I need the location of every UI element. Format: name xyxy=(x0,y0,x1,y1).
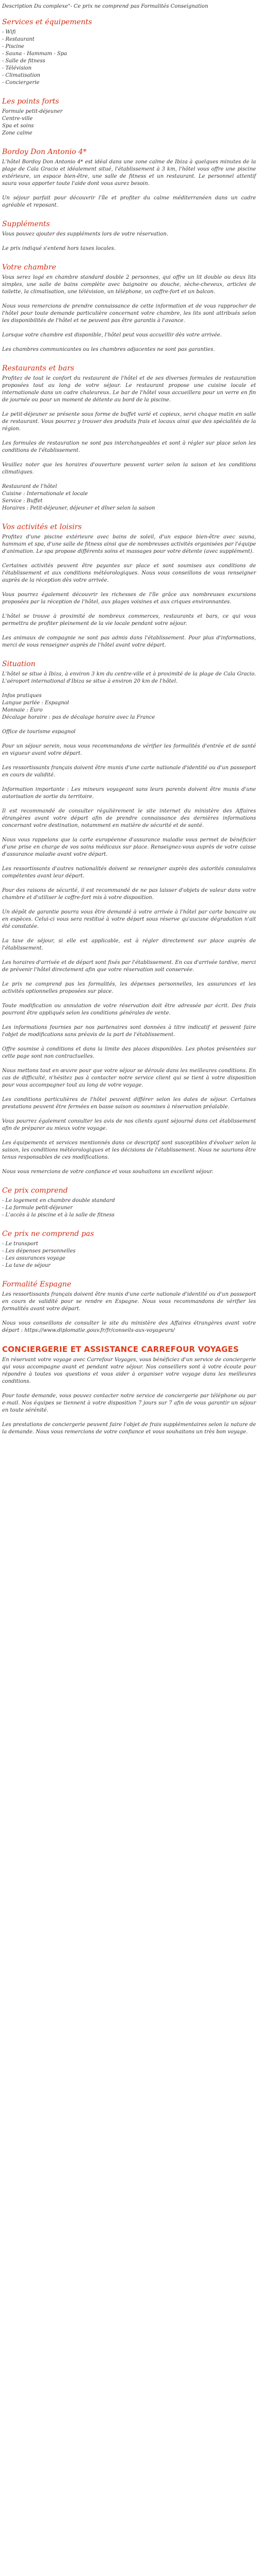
restaurants-paragraph: Profitez de tout le confort du restaurant de l'hôtel et de ses diverses formules de restauration proposées tout au long de votre séjour. Le restaurant propose une cuisine locale et internationale dans un cadre chaleureux. Le bar de l'hôtel vous accueillera pour un verre en fin de journée ou pour un moment de détente au bord de la piscine. xyxy=(2,376,256,403)
prix-comprend-list xyxy=(2,1197,256,1219)
list-item: - Télévision xyxy=(2,65,32,71)
intro-text: Description Du complexe"- Ce prix ne comprend pas Formalités Conseignation xyxy=(2,4,208,9)
situation-paragraph: L'hôtel se situe à Ibiza, à environ 3 km du centre-ville et à proximité de la plage de Cala Gracio. L'aéroport international d'Ibiza se situe à environ 20 km de l'hôtel. xyxy=(2,671,256,684)
conciergerie-paragraph: Pour toute demande, vous pouvez contacter notre service de conciergerie par téléphone ou par e-mail. Nos équipes se tiennent à votre disposition 7 jours sur 7 afin de vous garantir un séjour en toute sérénité. xyxy=(2,1393,256,1413)
prix-comprend-heading: Ce prix comprend xyxy=(2,1187,68,1195)
conditions-paragraph: Nous mettons tout en œuvre pour que votre séjour se déroule dans les meilleures conditions. En cas de difficulté, n'hésitez pas à contacter notre service client qui se tient à votre disposition pour vous accompagner tout au long de votre voyage. xyxy=(2,1068,256,1088)
list-item: Formule petit-déjeuner xyxy=(2,109,63,114)
conciergerie-paragraph: Les prestations de conciergerie peuvent faire l'objet de frais supplémentaires selon la nature de la demande. Nous vous remercions de votre confiance et vous souhaitons un très bon voyage. xyxy=(2,1422,256,1435)
situation-paragraph: Un dépôt de garantie pourra vous être demandé à votre arrivée à l'hôtel par carte bancaire ou en espèces. Celui-ci vous sera restitué à votre départ sous réserve qu'aucune dégradation n'ait été constatée. xyxy=(2,909,256,929)
chambre-paragraph: Vous serez logé en chambre standard double 2 personnes, qui offre un lit double ou deux lits simples, une salle de bains complète avec baignoire ou douche, sèche-cheveux, articles de toilette, la climatisation, une télévision, un téléphone, un coffre-fort et un balcon. xyxy=(2,275,256,295)
situation-paragraph: Pour des raisons de sécurité, il est recommandé de ne pas laisser d'objets de valeur dans votre chambre et d'utiliser le coffre-fort mis à votre disposition. xyxy=(2,888,256,901)
prix-ne-comprend-list xyxy=(2,1241,256,1269)
list-item: Service : Buffet xyxy=(2,498,43,504)
restaurant-detail-title: Restaurant de l'hôtel xyxy=(2,484,57,489)
formalite-paragraph: Les ressortissants français doivent être munis d'une carte nationale d'identité ou d'un passeport en cours de validité pour se rendre en Espagne. Nous vous recommandons de vérifier les formalités avant votre départ. xyxy=(2,1292,256,1312)
conditions-paragraph: Vous pourrez également consulter les avis de nos clients ayant séjourné dans cet établissement afin de préparer au mieux votre voyage. xyxy=(2,1118,256,1131)
restaurants-paragraph: Le petit-déjeuner se présente sous forme de buffet varié et copieux, servi chaque matin en salle de restaurant. Vous pourrez y trouver des produits frais et locaux ainsi que des spécialités de la région. xyxy=(2,412,256,432)
list-item: Centre-ville xyxy=(2,116,33,122)
situation-paragraph: La taxe de séjour, si elle est applicable, est à régler directement sur place auprès de l'établissement. xyxy=(2,938,256,951)
conditions-paragraph: Offre soumise à conditions et dans la limite des places disponibles. Les photos présentées sur cette page sont non contractuelles. xyxy=(2,1046,256,1059)
formalite-heading: Formalité Espagne xyxy=(2,1280,71,1289)
conciergerie-heading: CONCIERGERIE ET ASSISTANCE CARREFOUR VOYAGES xyxy=(2,1345,239,1354)
situation-paragraph: Les ressortissants d'autres nationalités doivent se renseigner auprès des autorités consulaires compétentes avant leur départ. xyxy=(2,866,256,879)
points-forts-heading: Les points forts xyxy=(2,97,59,106)
prix-ne-comprend-heading: Ce prix ne comprend pas xyxy=(2,1230,94,1238)
activites-paragraph: Vous pourrez également découvrir les richesses de l'île grâce aux nombreuses excursions proposées par la réception de l'hôtel, aux plages voisines et aux criques environnantes. xyxy=(2,592,256,605)
activites-heading: Vos activités et loisirs xyxy=(2,523,82,531)
chambre-heading: Votre chambre xyxy=(2,263,56,272)
list-item: - Sauna - Hammam - Spa xyxy=(2,51,67,57)
restaurants-paragraph: Veuillez noter que les horaires d'ouverture peuvent varier selon la saison et les conditions climatiques. xyxy=(2,462,256,475)
conditions-paragraph: Les équipements et services mentionnés dans ce descriptif sont susceptibles d'évoluer selon la saison, les conditions météorologiques et les décisions de l'établissement. Nous ne saurions être tenus responsables de ces modifications. xyxy=(2,1140,256,1160)
restaurants-paragraph: Les formules de restauration ne sont pas interchangeables et sont à régler sur place selon les conditions de l'établissement. xyxy=(2,440,256,453)
list-item: - L'accès à la piscine et à la salle de fitness xyxy=(2,1212,115,1218)
list-item: - La taxe de séjour xyxy=(2,1263,51,1268)
chambre-paragraph: Nous vous remercions de prendre connaissance de cette information et de vous rapprocher de l'hôtel pour toute demande particulière concernant votre chambre, les lits sont attribués selon les disponibilités de l'hôtel et ne peuvent pas être garantis à l'avance. xyxy=(2,303,256,324)
list-item: - Restaurant xyxy=(2,37,35,42)
situation-paragraph: Il est recommandé de consulter régulièrement le site internet du ministère des Affaires étrangères avant votre départ afin de prendre connaissance des dernières informations concernant votre destination, notamment en matière de sécurité et de santé. xyxy=(2,808,256,828)
list-item: - Les dépenses personnelles xyxy=(2,1248,76,1254)
list-item: - Salle de fitness xyxy=(2,58,45,64)
activites-paragraph: Les animaux de compagnie ne sont pas admis dans l'établissement. Pour plus d'informations, merci de vous renseigner auprès de l'hôtel avant votre départ. xyxy=(2,635,256,648)
restaurants-heading: Restaurants et bars xyxy=(2,364,74,372)
supplements-heading: Suppléments xyxy=(2,220,50,228)
hotel-heading: Bordoy Don Antonio 4* xyxy=(2,148,87,156)
chambre-paragraph: Lorsque votre chambre est disponible, l'hôtel peut vous accueillir dès votre arrivée. xyxy=(2,332,222,338)
situation-paragraph: Pour un séjour serein, nous vous recommandons de vérifier les formalités d'entrée et de santé en vigueur avant votre départ. xyxy=(2,743,256,756)
situation-paragraph: Les ressortissants français doivent être munis d'une carte nationale d'identité ou d'un passeport en cours de validité. xyxy=(2,765,256,778)
list-item: - Wifi xyxy=(2,29,16,35)
list-item: - Conciergerie xyxy=(2,80,40,86)
list-item: Zone calme xyxy=(2,130,33,136)
services-list xyxy=(2,29,256,87)
conditions-paragraph: Les conditions particulières de l'hôtel peuvent différer selon les dates de séjour. Certaines prestations peuvent être fermées en basse saison ou soumises à réservation préalable. xyxy=(2,1097,256,1110)
situation-paragraph: Information importante : Les mineurs voyageant sans leurs parents doivent être munis d'une autorisation de sortie du territoire. xyxy=(2,787,256,800)
restaurant-detail-list xyxy=(2,490,256,512)
hotel-paragraph: L'hôtel Bordoy Don Antonio 4* est idéal dans une zone calme de Ibiza à quelques minutes de la plage de Cala Gracio et idéalement situé, l'établissement à 3 km, l'hôtel vous offre une piscine extérieure, un espace bien-être, une salle de fitness et un restaurant. Le personnel attentif saura vous apporter toute l'aide dont vous aurez besoin. xyxy=(2,159,256,187)
supplements-paragraph: Le prix indiqué s'entend hors taxes locales. xyxy=(2,246,116,251)
list-item: Langue parlée : Espagnol xyxy=(2,700,69,706)
formalite-paragraph: Nous vous conseillons de consulter le site du ministère des Affaires étrangères avant votre départ : https://www.diplomatie.gouv.fr/fr/conseils-aux-voyageurs/ xyxy=(2,1320,256,1333)
list-item: - La formule petit-déjeuner xyxy=(2,1205,73,1211)
conditions-paragraph: Le prix ne comprend pas les formalités, les dépenses personnelles, les assurances et les activités optionnelles proposées sur place. xyxy=(2,981,256,994)
office-tourisme: Office de tourisme espagnol xyxy=(2,729,76,735)
list-item: - Piscine xyxy=(2,44,24,49)
points-forts-list xyxy=(2,108,256,137)
infos-pratiques-list xyxy=(2,700,256,721)
conditions-paragraph: Les informations fournies par nos partenaires sont données à titre indicatif et peuvent faire l'objet de modifications sans préavis de la part de l'établissement. xyxy=(2,1025,256,1038)
services-heading: Services et équipements xyxy=(2,18,92,26)
conditions-paragraph: Toute modification ou annulation de votre réservation doit être adressée par écrit. Des frais pourront être appliqués selon les conditions générales de vente. xyxy=(2,1003,256,1016)
list-item: - Les assurances voyage xyxy=(2,1256,66,1261)
list-item: - Le logement en chambre double standard xyxy=(2,1198,115,1204)
list-item: Monnaie : Euro xyxy=(2,707,43,713)
list-item: Horaires : Petit-déjeuner, déjeuner et dîner selon la saison xyxy=(2,505,155,511)
infos-pratiques-title: Infos pratiques xyxy=(2,693,42,699)
conditions-paragraph: Nous vous remercions de votre confiance et vous souhaitons un excellent séjour. xyxy=(2,1169,214,1175)
activites-paragraph: Certaines activités peuvent être payantes sur place et sont soumises aux conditions de l'établissement et aux conditions météorologiques. Nous vous conseillons de vous renseigner auprès de la réception dès votre arrivée. xyxy=(2,563,256,583)
conditions-paragraph: Les horaires d'arrivée et de départ sont fixés par l'établissement. En cas d'arrivée tardive, merci de prévenir l'hôtel directement afin que votre réservation soit conservée. xyxy=(2,960,256,973)
list-item: - Climatisation xyxy=(2,73,41,78)
activites-paragraph: L'hôtel se trouve à proximité de nombreux commerces, restaurants et bars, ce qui vous permettra de profiter pleinement de la vie locale pendant votre séjour. xyxy=(2,614,256,626)
list-item: Spa et soins xyxy=(2,123,34,129)
list-item: - Le transport xyxy=(2,1241,38,1247)
conciergerie-paragraph: En réservant votre voyage avec Carrefour Voyages, vous bénéficiez d'un service de conciergerie qui vous accompagne avant et pendant votre séjour. Nos conseillers sont à votre écoute pour répondre à toutes vos questions et vous aider à organiser votre voyage dans les meilleures conditions. xyxy=(2,1357,256,1384)
list-item: Cuisine : Internationale et locale xyxy=(2,491,88,497)
situation-heading: Situation xyxy=(2,660,36,668)
activites-paragraph: Profitez d'une piscine extérieure avec bains de soleil, d'un espace bien-être avec sauna, hammam et spa, d'une salle de fitness ainsi que de nombreuses activités organisées par l'équipe d'animation. Le spa propose différents soins et massages pour votre détente (avec supplément). xyxy=(2,534,256,554)
list-item: Décalage horaire : pas de décalage horaire avec la France xyxy=(2,715,155,720)
chambre-paragraph: Les chambres communicantes ou les chambres adjacentes ne sont pas garanties. xyxy=(2,347,215,352)
supplements-paragraph: Vous pouvez ajouter des suppléments lors de votre réservation. xyxy=(2,231,169,237)
situation-paragraph: Nous vous rappelons que la carte européenne d'assurance maladie vous permet de bénéficier d'une prise en charge de vos soins médicaux sur place. Renseignez-vous auprès de votre caisse d'assurance maladie avant votre départ. xyxy=(2,837,256,857)
hotel-paragraph: Un séjour parfait pour découvrir l'île et profiter du calme méditerranéen dans un cadre agréable et reposant. xyxy=(2,195,256,208)
